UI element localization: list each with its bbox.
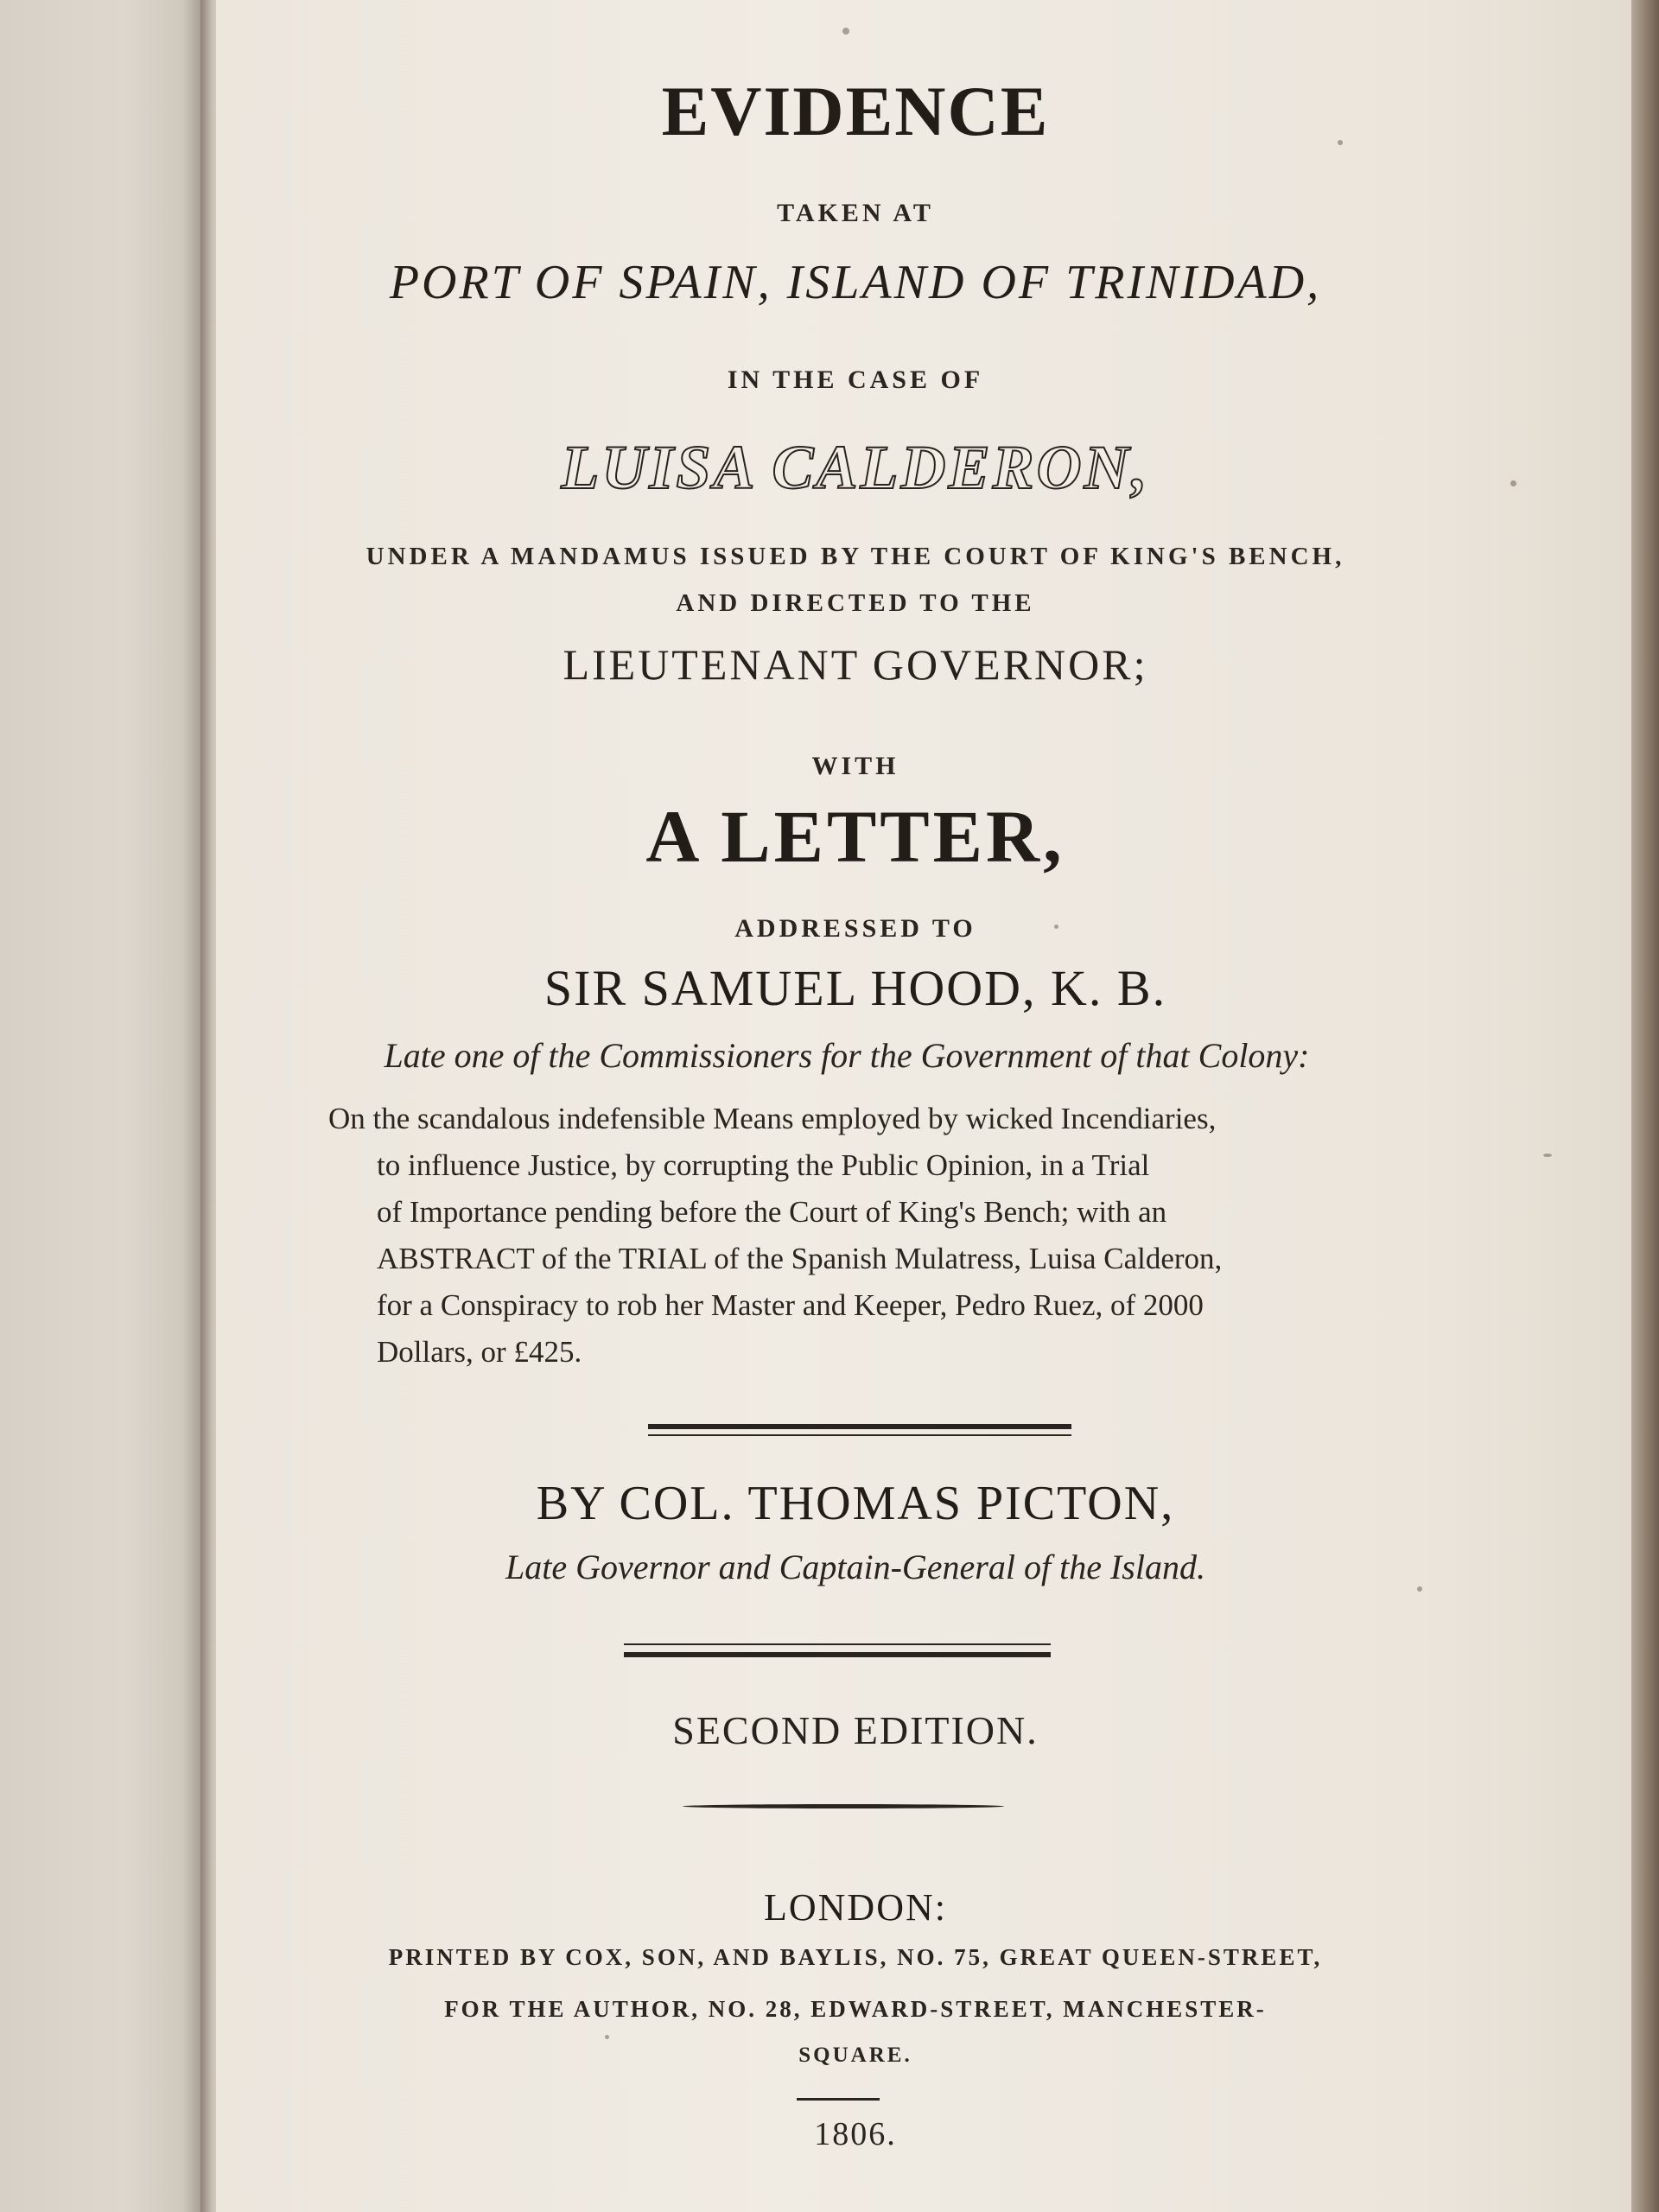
mandamus-line: UNDER A MANDAMUS ISSUED BY THE COURT OF KING'S BENCH, xyxy=(365,543,1345,570)
swell-rule xyxy=(683,1804,1004,1808)
a-letter-heading: A LETTER, xyxy=(645,795,1065,878)
short-rule xyxy=(797,2098,880,2101)
paragraph-line: to influence Justice, by corrupting the Public Opinion, in a Trial xyxy=(377,1148,1150,1182)
paragraph-line: On the scandalous indefensible Means employed by wicked Incendiaries, xyxy=(328,1102,1217,1135)
edition-line: SECOND EDITION. xyxy=(672,1708,1039,1752)
in-case-of-line: IN THE CASE OF xyxy=(727,365,984,394)
taken-at-line: TAKEN AT xyxy=(777,199,934,227)
double-rule-thick xyxy=(624,1652,1051,1657)
addressed-to-line: ADDRESSED TO xyxy=(734,914,976,943)
author-title-line: Late Governor and Captain-General of the Island. xyxy=(505,1548,1205,1586)
author-line: BY COL. THOMAS PICTON, xyxy=(536,1477,1175,1530)
left-facing-page xyxy=(0,0,207,2212)
directed-to-line: AND DIRECTED TO THE xyxy=(676,589,1035,617)
double-rule-thick xyxy=(648,1424,1071,1429)
page-title: EVIDENCE xyxy=(661,72,1050,150)
imprint-city: LONDON: xyxy=(764,1886,947,1929)
place-line: PORT OF SPAIN, ISLAND OF TRINIDAD, xyxy=(389,256,1322,309)
paragraph-line: for a Conspiracy to rob her Master and Keeper, Pedro Ruez, of 2000 xyxy=(377,1288,1204,1322)
publication-year: 1806. xyxy=(814,2116,897,2152)
paragraph-line: of Importance pending before the Court of King's Bench; with an xyxy=(377,1195,1167,1229)
page-edge xyxy=(1631,0,1659,2212)
paragraph-line: Dollars, or £425. xyxy=(377,1335,582,1369)
paper-speck xyxy=(605,2035,609,2039)
paper-speck xyxy=(842,28,849,35)
with-line: WITH xyxy=(811,752,899,780)
double-rule-thin xyxy=(648,1434,1071,1436)
paper-speck xyxy=(1510,480,1516,486)
imprint-printer-line: PRINTED BY COX, SON, AND BAYLIS, NO. 75, GREAT QUEEN-STREET, xyxy=(388,1944,1323,1970)
subject-name: LUISA CALDERON, xyxy=(561,433,1150,502)
imprint-address-line-2: SQUARE. xyxy=(798,2044,912,2067)
double-rule-thin xyxy=(624,1643,1051,1645)
imprint-address-line: FOR THE AUTHOR, NO. 28, EDWARD-STREET, MANCHESTER- xyxy=(444,1996,1267,2022)
lieutenant-governor-line: LIEUTENANT GOVERNOR; xyxy=(563,640,1148,689)
paragraph-line: ABSTRACT of the TRIAL of the Spanish Mulatress, Luisa Calderon, xyxy=(377,1242,1223,1275)
commissioner-line: Late one of the Commissioners for the Government of that Colony: xyxy=(384,1036,1310,1075)
recipient-line: SIR SAMUEL HOOD, K. B. xyxy=(543,960,1167,1016)
paper-speck xyxy=(1543,1154,1552,1157)
description-paragraph xyxy=(328,1096,1361,1376)
